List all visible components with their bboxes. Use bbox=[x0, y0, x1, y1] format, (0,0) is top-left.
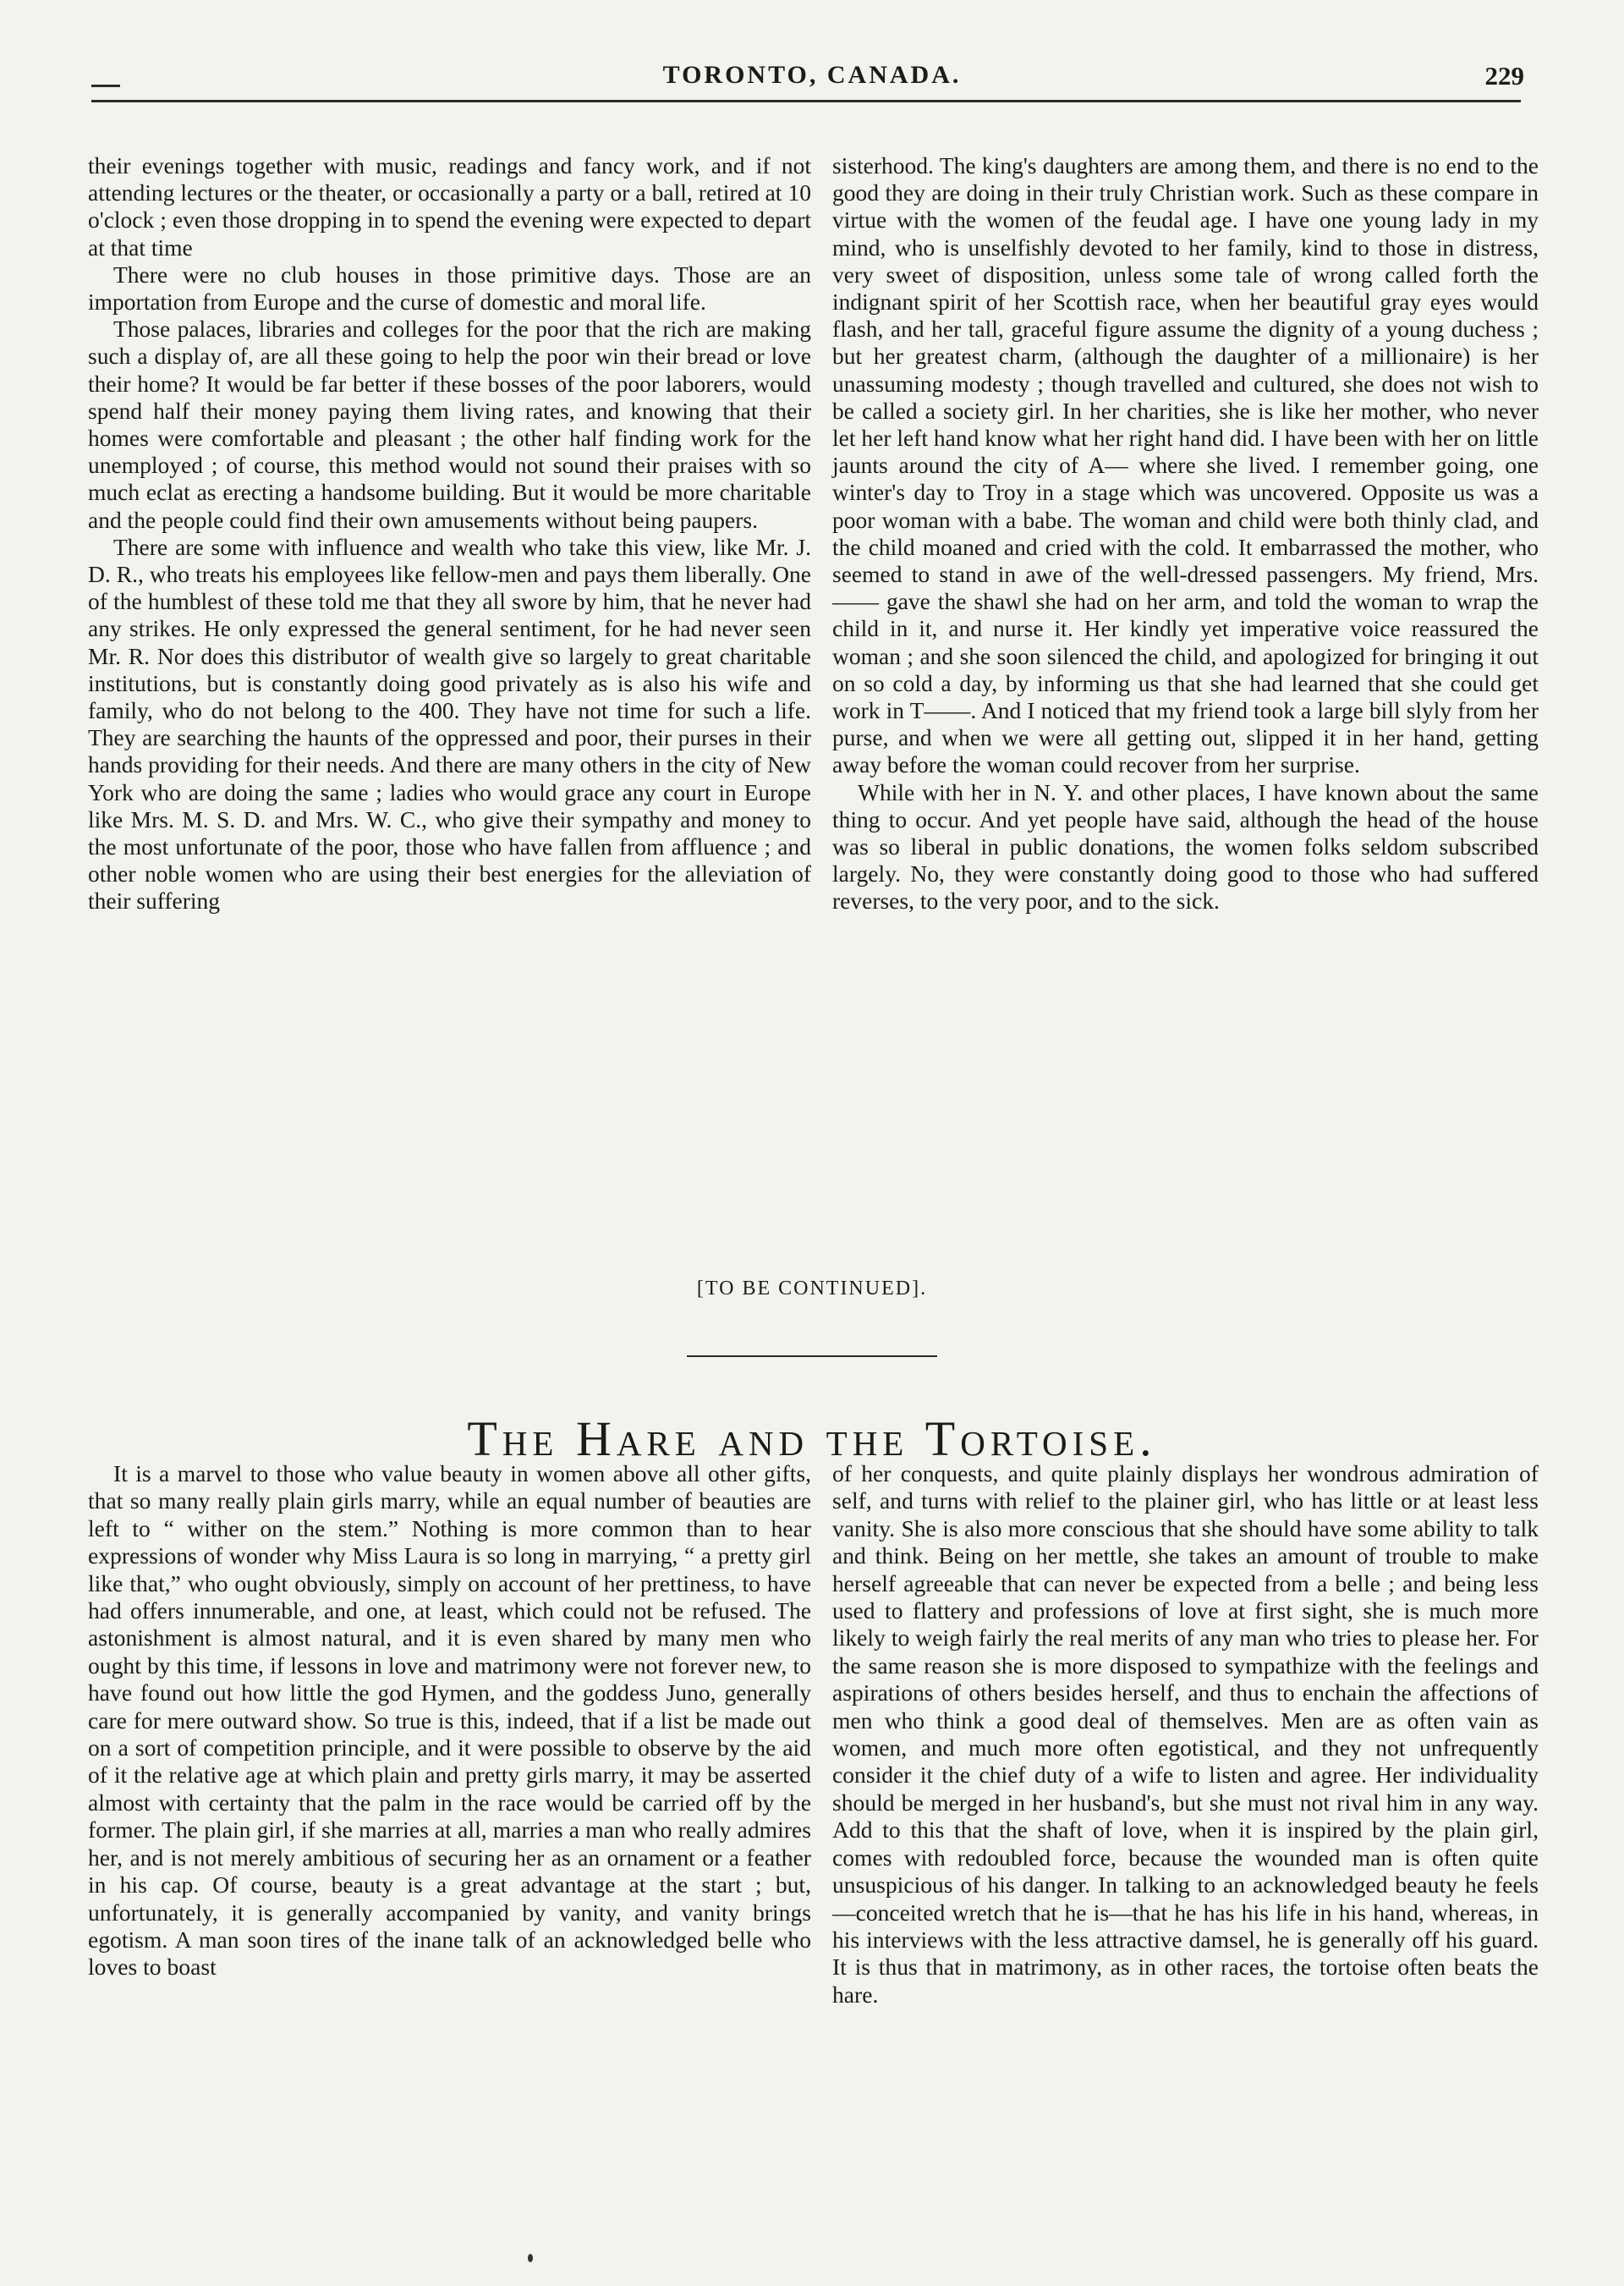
paragraph: of her conquests, and quite plainly displays her wondrous admiration of self, and turns with relief to the plainer girl, who has little or at least less vanity. She is also more conscious that she should have some ability to talk and think. Being on her mettle, she takes an amount of trouble to make herself agreeable that can never be expected from a belle ; and being less used to flattery and professions of love at first sight, she is much more likely to weigh fairly the real merits of any man who tries to please her. For the same reason she is more disposed to sympathize with the feelings and aspirations of others besides herself, and thus to enchain the affections of men who think a good deal of themselves. Men are as often vain as women, and much more often egotistical, and they not unfrequently consider it the chief duty of a wife to listen and agree. Her individuality should be merged in her husband's, but she must not rival him in any way. Add to this that the shaft of love, when it is inspired by the plain girl, comes with redoubled force, because the wounded man is often quite unsuspicious of his danger. In talking to an acknowledged beauty he feels—conceited wretch that he is—that he has his life in his hand, whereas, in his interviews with the less attractive damsel, he is generally off his guard. It is thus that in matrimony, as in other races, the tortoise often beats the hare. bbox=[832, 1460, 1539, 2008]
to-be-continued-note: [TO BE CONTINUED]. bbox=[696, 1278, 928, 1300]
article1-column-left bbox=[88, 152, 811, 915]
article1-column-right bbox=[832, 152, 1539, 915]
paragraph: their evenings together with music, readings and fancy work, and if not attending lectures or the theater, or occasionally a party or a ball, retired at 10 o'clock ; even those dropping in to spend the evening were expected to depart at that time bbox=[88, 152, 811, 261]
paragraph: There are some with influence and wealth who take this view, like Mr. J. D. R., who treats his employees like fellow-men and pays them liberally. One of the humblest of these told me that they all swore by him, that he never had any strikes. He only expressed the general sentiment, for he had never seen Mr. R. Nor does this distributor of wealth give so largely to great charitable institutions, but is constantly doing good privately as is also his wife and family, who do not belong to the 400. They have not time for such a life. They are searching the haunts of the oppressed and poor, their purses in their hands providing for their needs. And there are many others in the city of New York who are doing the same ; ladies who would grace any court in Europe like Mrs. M. S. D. and Mrs. W. C., who give their sympathy and money to the most unfortunate of the poor, those who have fallen from affluence ; and other noble women who are using their best energies for the alleviation of their suffering bbox=[88, 533, 811, 915]
paragraph: There were no club houses in those primitive days. Those are an importation from Europe and the curse of domestic and moral life. bbox=[88, 261, 811, 316]
ink-speck bbox=[528, 2254, 533, 2262]
paragraph: While with her in N. Y. and other places, I have known about the same thing to occur. And yet people have said, although the head of the house was so liberal in public donations, the women folks seldom subscribed largely. No, they were constantly doing good to those who had suffered reverses, to the very poor, and to the sick. bbox=[832, 778, 1539, 915]
header-rule bbox=[91, 100, 1521, 102]
running-title: TORONTO, CANADA. bbox=[662, 61, 962, 89]
article2-column-right bbox=[832, 1460, 1539, 2008]
article2-column-left bbox=[88, 1460, 811, 1981]
article-title: The Hare and the Tortoise. bbox=[467, 1410, 1157, 1466]
page-number: 229 bbox=[1484, 61, 1524, 91]
section-divider bbox=[687, 1355, 937, 1357]
paragraph: sisterhood. The king's daughters are among them, and there is no end to the good they are doing in their truly Christian work. Such as these compare in virtue with the women of the feudal age. I have one young lady in my mind, who is unselfishly devoted to her family, kind to those in distress, very sweet of disposition, unless some tale of wrong called forth the indignant spirit of her Scottish race, when her beautiful gray eyes would flash, and her tall, graceful figure assume the dignity of a young duchess ; but her greatest charm, (although the daughter of a millionaire) is her unassuming modesty ; though travelled and cultured, she does not wish to be called a society girl. In her charities, she is like her mother, who never let her left hand know what her right hand did. I have been with her on little jaunts around the city of A— where she lived. I remember going, one winter's day to Troy in a stage which was uncovered. Opposite us was a poor woman with a babe. The woman and child were both thinly clad, and the child moaned and cried with the cold. It embarrassed the mother, who seemed to stand in awe of the well-dressed passengers. My friend, Mrs. —— gave the shawl she had on her arm, and told the woman to wrap the child in it, and nurse it. Her kindly yet imperative voice reassured the woman ; and she soon silenced the child, and apologized for bringing it out on so cold a day, by informing us that she had learned that she could get work in T——. And I noticed that my friend took a large bill slyly from her purse, and when we were all getting out, slipped it in her hand, getting away before the woman could recover from her surprise. bbox=[832, 152, 1539, 778]
paragraph: Those palaces, libraries and colleges for the poor that the rich are making such a display of, are all these going to help the poor win their bread or love their home? It would be far better if these bosses of the poor laborers, would spend half their money paying them living rates, and knowing that their homes were comfortable and pleasant ; the other half finding work for the unemployed ; of course, this method would not sound their praises with so much eclat as erecting a handsome building. But it would be more charitable and the people could find their own amusements without being paupers. bbox=[88, 316, 811, 533]
paragraph: It is a marvel to those who value beauty in women above all other gifts, that so many really plain girls marry, while an equal number of beauties are left to “ wither on the stem.” Nothing is more common than to hear expressions of wonder why Miss Laura is so long in marrying, “ a pretty girl like that,” who ought obviously, simply on account of her prettiness, to have had offers innumerable, and one, at least, which could not be refused. The astonishment is almost natural, and it is even shared by many men who ought by this time, if lessons in love and matrimony were not forever new, to have found out how little the god Hymen, and the goddess Juno, generally care for mere outward show. So true is this, indeed, that if a list be made out on a sort of competition principle, and it were possible to observe by the aid of it the relative age at which plain and pretty girls marry, it may be asserted almost with certainty that the palm in the race would be carried off by the former. The plain girl, if she marries at all, marries a man who really admires her, and is not merely ambitious of securing her as an ornament or a feather in his cap. Of course, beauty is a great advantage at the start ; but, unfortunately, it is generally accompanied by vanity, and vanity brings egotism. A man soon tires of the inane talk of an acknowledged belle who loves to boast bbox=[88, 1460, 811, 1981]
